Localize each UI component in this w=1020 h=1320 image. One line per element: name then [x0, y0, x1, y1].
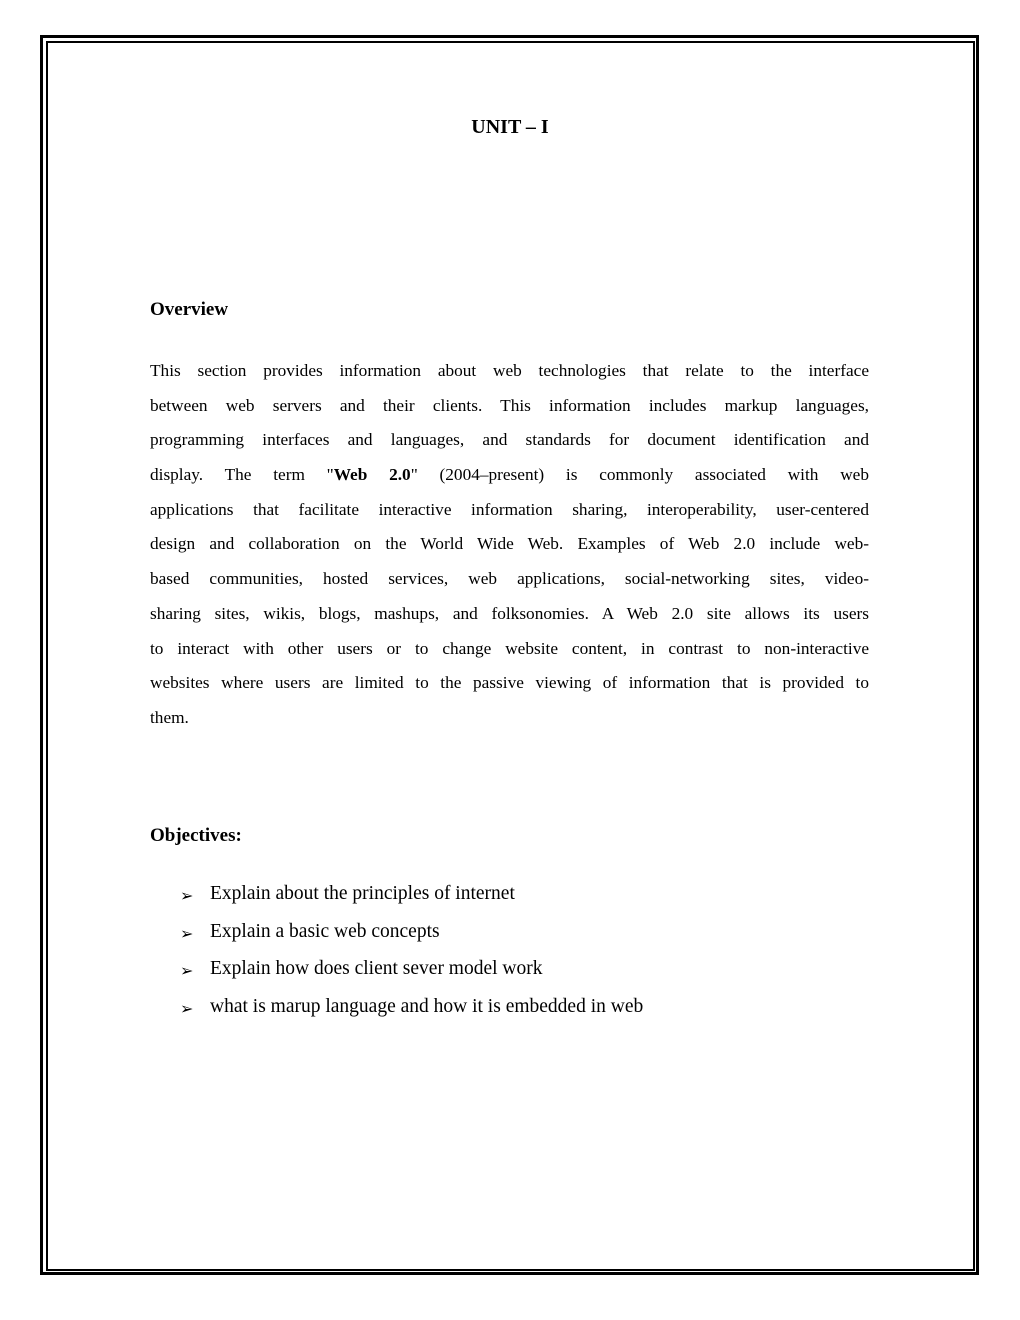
paragraph-line: based communities, hosted services, web applications, social-networking sites, video- [150, 569, 869, 589]
overview-paragraph [150, 359, 869, 741]
paragraph-line: websites where users are limited to the passive viewing of information that is provided to [150, 673, 869, 693]
list-item [180, 958, 643, 996]
list-item [180, 996, 643, 1034]
objectives-list [180, 883, 643, 1033]
arrowhead-bullet-icon: ➢ [180, 886, 194, 905]
list-item-text: Explain how does client sever model work [210, 958, 543, 979]
paragraph-line: sharing sites, wikis, blogs, mashups, and folksonomies. A Web 2.0 site allows its users [150, 603, 869, 623]
paragraph-line: applications that facilitate interactive information sharing, interoperability, user-centered [150, 499, 869, 519]
bold-term: Web 2.0 [333, 465, 411, 485]
list-item-text: Explain a basic web concepts [210, 920, 440, 942]
text: " (2004–present) is commonly associated with web [410, 465, 869, 485]
paragraph-line: programming interfaces and languages, and standards for document identification and [150, 430, 869, 450]
text: display. The term " [150, 465, 334, 485]
arrowhead-bullet-icon: ➢ [180, 923, 194, 943]
paragraph-line [150, 463, 869, 498]
list-item [180, 921, 643, 959]
list-item [180, 883, 643, 921]
paragraph-line: design and collaboration on the World Wide Web. Examples of Web 2.0 include web- [150, 534, 869, 554]
objectives-heading: Objectives: [150, 825, 242, 846]
paragraph-line: between web servers and their clients. This information includes markup languages, [150, 395, 869, 415]
list-item-text: Explain about the principles of internet [210, 883, 515, 904]
paragraph-line: This section provides information about web technologies that relate to the interface [150, 361, 869, 380]
paragraph-line: them. [150, 707, 189, 727]
arrowhead-bullet-icon: ➢ [180, 961, 194, 980]
unit-title: UNIT – I [471, 116, 549, 138]
arrowhead-bullet-icon: ➢ [180, 998, 194, 1018]
list-item-text: what is marup language and how it is embedded in web [210, 995, 644, 1017]
overview-heading: Overview [150, 299, 229, 320]
paragraph-line: to interact with other users or to change website content, in contrast to non-interactive [150, 638, 869, 658]
